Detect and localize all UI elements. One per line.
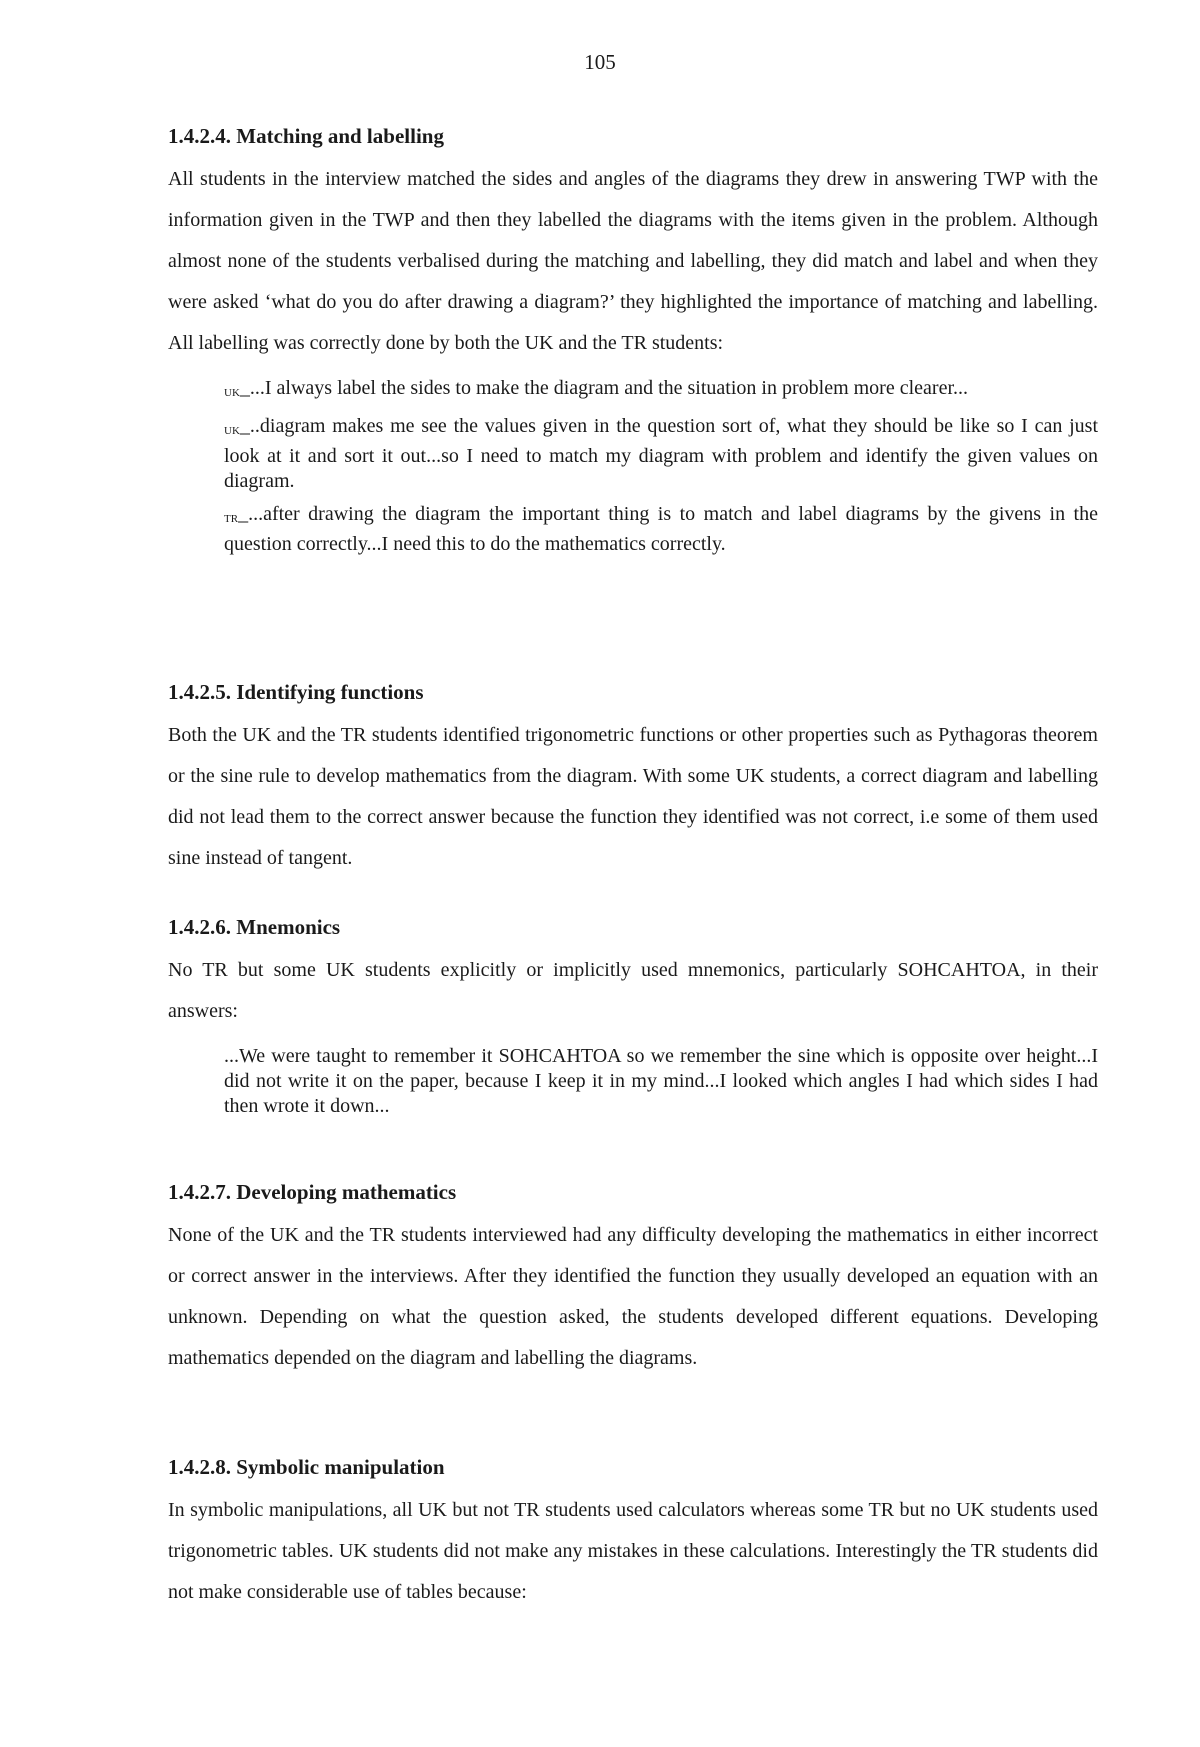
interview-quote: [224, 502, 1098, 557]
section-heading: 1.4.2.7. Developing mathematics: [168, 1180, 457, 1204]
section-paragraph: No TR but some UK students explicitly or implicitly used mnemonics, particularly SOHCAHTOA, in their answers:: [168, 959, 1098, 1022]
quote-text: _..diagram makes me see the values given in the question sort of, what they should be like so I can just look at it and sort it out...so I need to match my diagram with problem and identify the given values on diagram.: [224, 415, 1098, 492]
section-matching-labelling: [168, 124, 1098, 565]
section-paragraph: None of the UK and the TR students interviewed had any difficulty developing the mathematics in either incorrect or correct answer in the interviews. After they identified the function they usually developed an equation with an unknown. Depending on what the question asked, the students developed different equations. Developing mathematics depended on the diagram and labelling the diagrams.: [168, 1224, 1098, 1369]
page-number: 105: [584, 50, 616, 74]
interview-quote: [224, 414, 1098, 494]
section-mnemonics: [168, 915, 1098, 1127]
section-developing-mathematics: [168, 1180, 1098, 1379]
quote-tag: UK: [224, 387, 240, 399]
quote-text: _...after drawing the diagram the important thing is to match and label diagrams by the givens in the question correctly...I need this to do the mathematics correctly.: [224, 503, 1098, 555]
quote-tag: UK: [224, 425, 240, 437]
section-identifying-functions: [168, 680, 1098, 879]
section-heading: 1.4.2.4. Matching and labelling: [168, 124, 444, 148]
section-heading: 1.4.2.6. Mnemonics: [168, 915, 341, 939]
section-heading: 1.4.2.5. Identifying functions: [168, 680, 424, 704]
quote-text: _...I always label the sides to make the diagram and the situation in problem more clearer...: [239, 377, 968, 399]
section-paragraph: Both the UK and the TR students identified trigonometric functions or other properties such as Pythagoras theorem or the sine rule to develop mathematics from the diagram. With some UK students, a correct diagram and labelling did not lead them to the correct answer because the function they identified was not correct, i.e some of them used sine instead of tangent.: [168, 724, 1098, 869]
interview-quote: ...We were taught to remember it SOHCAHTOA so we remember the sine which is opposite over height...I did not write it on the paper, because I keep it in my mind...I looked which angles I had which sides I had then wrote it down...: [224, 1045, 1098, 1117]
interview-quote: [224, 376, 1098, 406]
section-paragraph: All students in the interview matched the sides and angles of the diagrams they drew in answering TWP with the information given in the TWP and then they labelled the diagrams with the items given in the problem. Although almost none of the students verbalised during the matching and labelling, they did match and label and when they were asked ‘what do you do after drawing a diagram?’ they highlighted the importance of matching and labelling. All labelling was correctly done by both the UK and the TR students:: [168, 168, 1098, 354]
section-symbolic-manipulation: [168, 1455, 1098, 1613]
quote-tag: TR: [224, 513, 239, 525]
section-paragraph: In symbolic manipulations, all UK but not TR students used calculators whereas some TR but no UK students used trigonometric tables. UK students did not make any mistakes in these calculations. Interestingly the TR students did not make considerable use of tables because:: [168, 1499, 1098, 1603]
section-heading: 1.4.2.8. Symbolic manipulation: [168, 1455, 445, 1479]
